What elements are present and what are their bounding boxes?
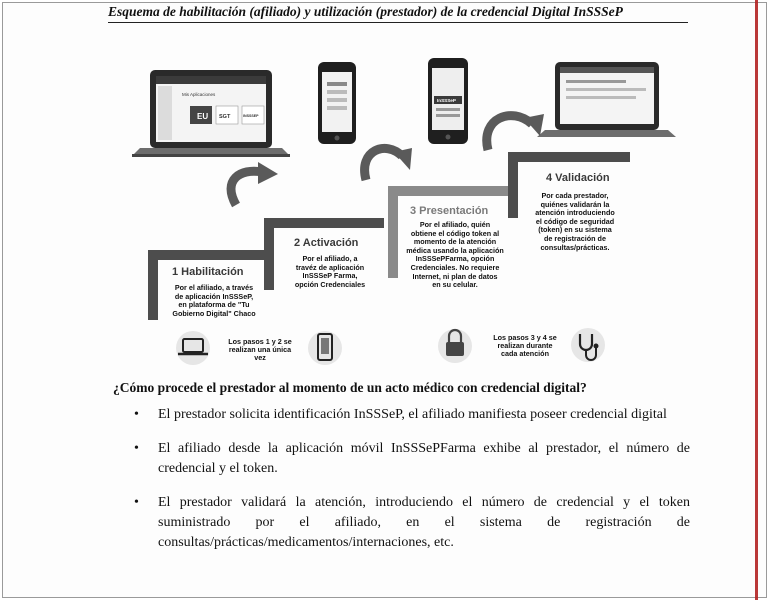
note-line: realizan durante: [497, 341, 553, 350]
list-item: [130, 439, 690, 479]
bullet-icon: •: [134, 495, 139, 510]
step-2-line: travéz de aplicación: [295, 262, 365, 272]
step-1: [160, 266, 268, 318]
note-steps-1-2: [218, 338, 302, 362]
note-steps-3-4: [480, 334, 570, 358]
stethoscope-icon: [571, 328, 605, 362]
step-3-line: InSSSePFarma, opción: [415, 254, 495, 264]
list-item: [130, 405, 690, 425]
phone-small-icon: [308, 331, 342, 365]
list-item-text: El prestador solicita identificación InSSSeP, el afiliado manifiesta poseer credencial digital: [158, 407, 667, 422]
step-4-line: quiénes validarán la: [540, 199, 610, 209]
step-4-line: (token) en su sistema: [538, 225, 612, 235]
step-4-line: Por cada prestador,: [541, 191, 609, 200]
laptop-small-icon: [176, 331, 210, 365]
step-2-line: InSSSeP Farma,: [302, 271, 358, 281]
section-question: ¿Cómo procede el prestador al momento de un acto médico con credencial digital?: [113, 380, 587, 395]
curved-arrow-3-icon: [487, 114, 544, 150]
laptop-screen-header: [182, 92, 216, 97]
step-3-line: obtiene el código token al: [410, 228, 500, 238]
step-1-heading: 1 Habilitación: [172, 266, 244, 278]
bullet-icon: •: [134, 441, 139, 456]
laptop-device-1: [132, 70, 290, 157]
step-3-line: Credenciales. No requiere: [410, 262, 500, 272]
laptop-screen-header-text: Mis Aplicaciones: [182, 92, 216, 97]
note-line: realizan una única: [228, 345, 292, 354]
step-4-line: el código de seguridad: [535, 216, 615, 226]
step-3-line: momento de la atención: [413, 237, 497, 247]
curved-arrow-2-icon: [365, 148, 412, 180]
list-item-text: El afiliado desde la aplicación móvil InSSSePFarma exhibe al prestador, el número de credencial y el token.: [158, 441, 690, 476]
document-title: Esquema de habilitación (afiliado) y utilización (prestador) de la credencial Digital InSSSeP: [108, 4, 688, 23]
step-3-line: Por el afiliado, quién: [419, 220, 491, 229]
list-item: [130, 493, 690, 553]
step-1-line: Gobierno Digital" Chaco: [172, 308, 256, 318]
step-4-heading: 4 Validación: [546, 172, 610, 184]
note-line: vez: [254, 353, 266, 362]
step-3-line: en su celular.: [432, 280, 478, 290]
note-line: cada atención: [501, 349, 549, 358]
laptop-device-2: [537, 62, 676, 137]
step-2-line: opción Credenciales: [294, 279, 366, 289]
step-4-line: atención introduciendo: [535, 208, 615, 218]
note-line: Los pasos 3 y 4 se: [493, 333, 557, 342]
bullet-icon: •: [134, 407, 139, 422]
list-item-text: El prestador validará la atención, introduciendo el número de credencial y el token suministrado por el afiliado, en el sistema de registración de consultas/prácticas/medicamentos/internaciones, etc.: [158, 495, 690, 550]
lock-icon: [438, 329, 472, 363]
laptop-tile-eu: EU: [197, 112, 209, 121]
step-2-line: Por el afiliado, a: [302, 254, 358, 263]
step-4-line: de registración de: [544, 233, 606, 243]
step-1-line: de aplicación InSSSeP,: [174, 291, 254, 301]
laptop-tile-insssep: INSSSEP: [243, 114, 259, 118]
phone-device-1: [318, 62, 356, 144]
step-3-line: Internet, ni plan de datos: [412, 271, 498, 281]
note-line: Los pasos 1 y 2 se: [228, 337, 292, 346]
procedure-list: [130, 405, 690, 567]
laptop-tile-sgt: SGT: [219, 114, 231, 120]
step-3-heading: 3 Presentación: [410, 205, 489, 217]
phone-logo: InSSSeP: [437, 98, 456, 103]
step-3: [400, 205, 510, 290]
step-4-line: consultas/prácticas.: [540, 242, 610, 252]
curved-arrow-1-icon: [231, 162, 278, 205]
step-1-line: en plataforma de "Tu: [178, 300, 250, 310]
step-3-line: médica usando la aplicación: [406, 245, 504, 255]
step-4: [520, 172, 630, 252]
step-2-heading: 2 Activación: [294, 237, 359, 249]
step-1-line: Por el afiliado, a través: [174, 283, 254, 292]
step-2: [276, 237, 384, 289]
